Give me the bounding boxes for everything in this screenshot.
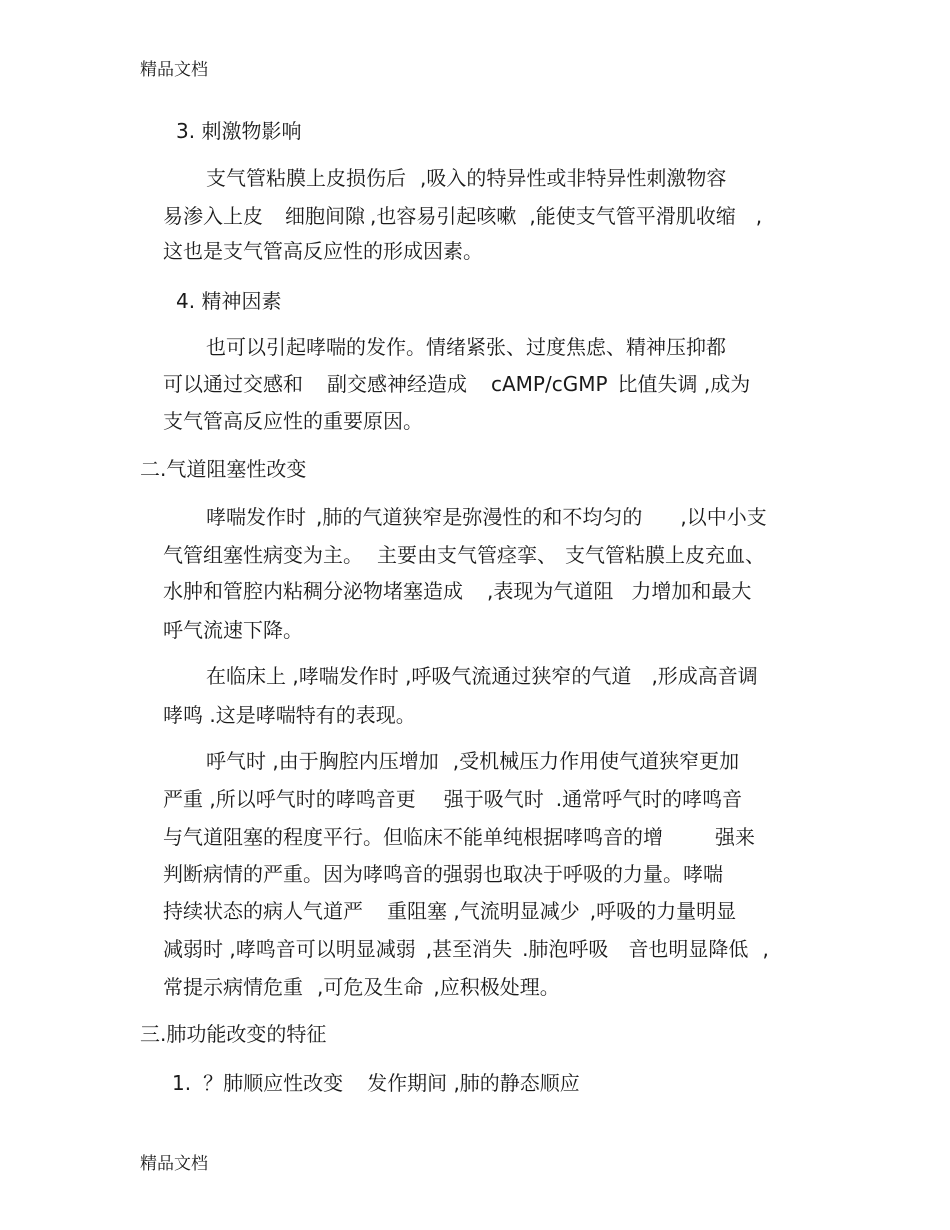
text-span: 气管组塞性病变为主。 <box>163 543 363 567</box>
text-span: ,呼吸的力量明显 <box>589 899 737 923</box>
text-span: ,应积极处理。 <box>433 975 560 999</box>
item-text: 发作期间 ,肺的静态顺应 <box>367 1071 580 1095</box>
text-span: cAMP/cGMP <box>491 372 608 396</box>
text-span: ,甚至消失 <box>425 937 513 961</box>
text-span: ,可危及生命 <box>317 975 424 999</box>
section-two-p1-line-4: 呼气流速下降。 <box>163 618 303 642</box>
text-span: 减弱时 ,哮鸣音可以明显减弱 <box>163 937 416 961</box>
section-4-paragraph-line-3: 支气管高反应性的重要原因。 <box>163 409 423 433</box>
text-span: 强于吸气时 <box>443 787 544 811</box>
text-span: ,能使支气管平滑肌收缩 <box>529 204 736 228</box>
text-span: ,也容易引起咳嗽 <box>370 204 517 228</box>
section-two-p1-line-1 <box>206 504 767 530</box>
text-span: 持续状态的病人气道严 <box>163 899 363 923</box>
text-span: 在临床上 ,哮喘发作时 ,呼吸气流通过狭窄的气道 <box>206 664 632 688</box>
section-two-p1-line-2 <box>163 542 765 568</box>
item-number: 1. <box>172 1071 192 1095</box>
section-three-title: 三.肺功能改变的特征 <box>140 1022 327 1046</box>
text-span: 易渗入上皮 <box>163 204 263 228</box>
section-two-p3-line-7 <box>163 974 560 1000</box>
text-span: 强来 <box>715 825 755 849</box>
text-span: ,受机械压力作用使气道狭窄更加 <box>452 749 740 773</box>
text-span: 支气管粘膜上皮充血、 <box>565 543 765 567</box>
text-span: ,表现为气道阻 <box>487 579 614 603</box>
section-4-paragraph-line-2 <box>163 371 750 397</box>
section-two-p3-line-3 <box>163 824 755 850</box>
section-3-paragraph-line-3: 这也是支气管高反应性的形成因素。 <box>163 239 483 263</box>
text-span: 水肿和管腔内粘稠分泌物堵塞造成 <box>163 579 463 603</box>
text-span: .肺泡呼吸 <box>522 937 609 961</box>
text-span: 哮喘发作时 <box>206 505 306 529</box>
section-two-p2-line-1 <box>206 663 758 689</box>
section-two-title: 二.气道阻塞性改变 <box>140 457 307 481</box>
text-span: 严重 ,所以呼气时的哮鸣音更 <box>163 787 416 811</box>
page-footer: 精品文档 <box>140 1154 208 1174</box>
section-3-paragraph-line-1 <box>206 165 726 191</box>
section-two-p3-line-2 <box>163 786 742 812</box>
text-span: 与气道阻塞的程度平行。但临床不能单纯根据哮鸣音的增 <box>163 825 663 849</box>
section-3-title: 3. 刺激物影响 <box>176 119 302 143</box>
text-span: .通常呼气时的哮鸣音 <box>555 787 743 811</box>
section-three-item-1 <box>172 1070 580 1096</box>
section-3-paragraph-line-2 <box>163 203 762 229</box>
section-two-p3-line-6 <box>163 936 769 962</box>
text-span: 细胞间隙 <box>285 204 365 228</box>
item-title: ？肺顺应性改变 <box>203 1071 344 1095</box>
text-span: 可以通过交感和 <box>163 372 303 396</box>
text-span: 副交感神经造成 <box>327 372 467 396</box>
text-span: 力增加和最大 <box>631 579 752 603</box>
text-span: , <box>762 937 769 961</box>
text-span: 重阻塞 ,气流明显减少 <box>387 899 580 923</box>
text-span: ,形成高音调 <box>651 664 758 688</box>
text-span: , <box>755 204 763 228</box>
page-header: 精品文档 <box>140 60 208 80</box>
section-two-p3-line-5 <box>163 898 736 924</box>
section-two-p2-line-2: 哮鸣 .这是哮喘特有的表现。 <box>163 703 416 727</box>
text-span: 呼气时 ,由于胸腔内压增加 <box>206 749 439 773</box>
section-two-p3-line-4: 判断病情的严重。因为哮鸣音的强弱也取决于呼吸的力量。哮喘 <box>163 862 723 886</box>
text-span: ,以中小支 <box>680 505 767 529</box>
text-span: ,肺的气道狭窄是弥漫性的和不均匀的 <box>316 505 643 529</box>
text-span: 主要由支气管痉挛、 <box>377 543 557 567</box>
section-two-p3-line-1 <box>206 748 739 774</box>
text-span: 音也明显降低 <box>628 937 749 961</box>
section-two-p1-line-3 <box>163 578 751 604</box>
section-4-paragraph-line-1: 也可以引起哮喘的发作。情绪紧张、过度焦虑、精神压抑都 <box>206 335 726 359</box>
text-span: 比值失调 ,成为 <box>617 372 751 396</box>
text-span: 常提示病情危重 <box>163 975 303 999</box>
text-span: ,吸入的特异性或非特异性刺激物容 <box>420 166 727 190</box>
text-span: 支气管粘膜上皮损伤后 <box>206 166 406 190</box>
section-4-title: 4. 精神因素 <box>176 289 282 313</box>
